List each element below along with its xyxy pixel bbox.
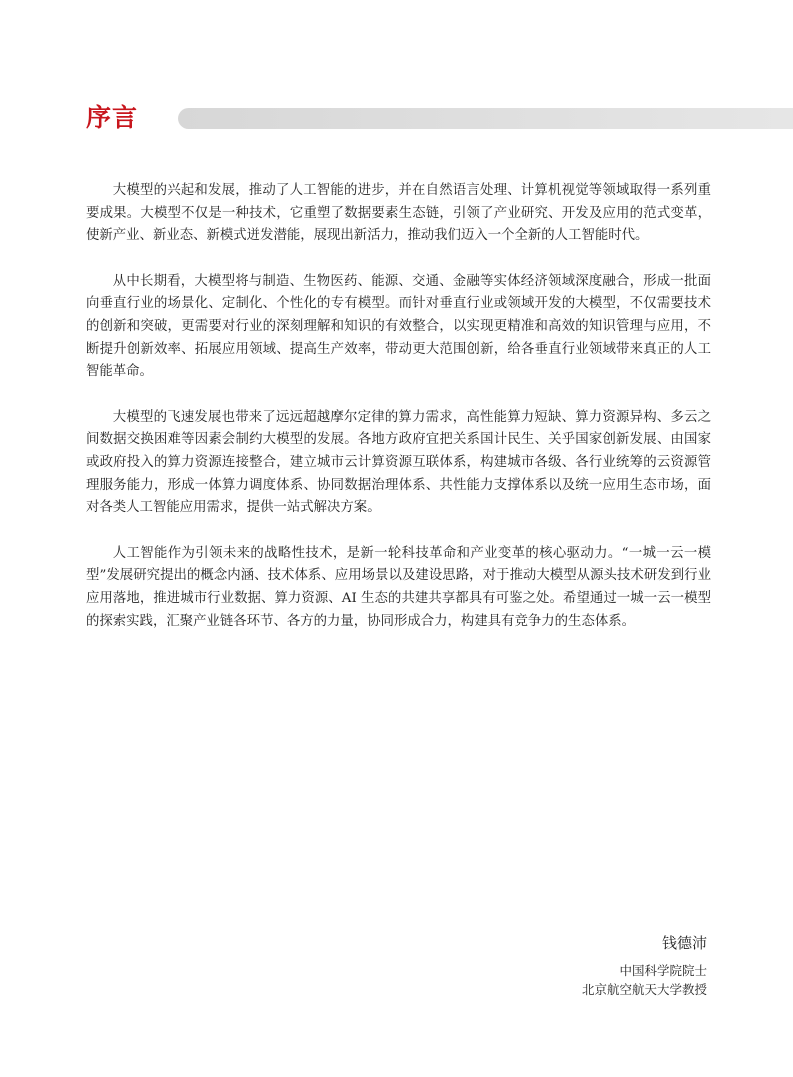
author-title-2: 北京航空航天大学教授 <box>581 982 707 997</box>
section-header <box>86 100 793 136</box>
paragraph-1: 大模型的兴起和发展，推动了人工智能的进步，并在自然语言处理、计算机视觉等领域取得一系列重要成果。大模型不仅是一种技术，它重塑了数据要素生态链，引领了产业研究、开发及应用的范式变革，使新产业、新业态、新模式迸发潜能，展现出新活力，推动我们迈入一个全新的人工智能时代。 <box>86 183 711 244</box>
paragraph-3: 大模型的飞速发展也带来了远远超越摩尔定律的算力需求，高性能算力短缺、算力资源异构、多云之间数据交换困难等因素会制约大模型的发展。各地方政府宜把关系国计民生、关乎国家创新发展、由国家或政府投入的算力资源连接整合，建立城市云计算资源互联体系，构建城市各级、各行业统筹的云资源管理服务能力，形成一体算力调度体系、协同数据治理体系、共性能力支撑体系以及统一应用生态市场，面对各类人工智能应用需求，提供一站式解决方案。 <box>86 409 711 516</box>
signature-block <box>407 932 707 999</box>
preface-body <box>86 180 711 656</box>
section-title: 序言 <box>86 103 139 132</box>
paragraph-2: 从中长期看，大模型将与制造、生物医药、能源、交通、金融等实体经济领域深度融合，形成一批面向垂直行业的场景化、定制化、个性化的专有模型。而针对垂直行业或领域开发的大模型，不仅需要技术的创新和突破，更需要对行业的深刻理解和知识的有效整合，以实现更精准和高效的知识管理与应用，不断提升创新效率、拓展应用领域、提高生产效率，带动更大范围创新，给各垂直行业领域带来真正的人工智能革命。 <box>86 273 711 380</box>
author-name: 钱德沛 <box>661 934 707 952</box>
paragraph-4: 人工智能作为引领未来的战略性技术，是新一轮科技革命和产业变革的核心驱动力。“一城一云一模型”发展研究提出的概念内涵、技术体系、应用场景以及建设思路，对于推动大模型从源头技术研发到行业应用落地，推进城市行业数据、算力资源、AI 生态的共建共享都具有可鉴之处。希望通过一城一云一模型的探索实践，汇聚产业链各环节、各方的力量，协同形成合力，构建具有竞争力的生态体系。 <box>86 545 711 629</box>
author-title-1: 中国科学院院士 <box>619 963 707 978</box>
header-decorative-bar <box>178 108 793 129</box>
